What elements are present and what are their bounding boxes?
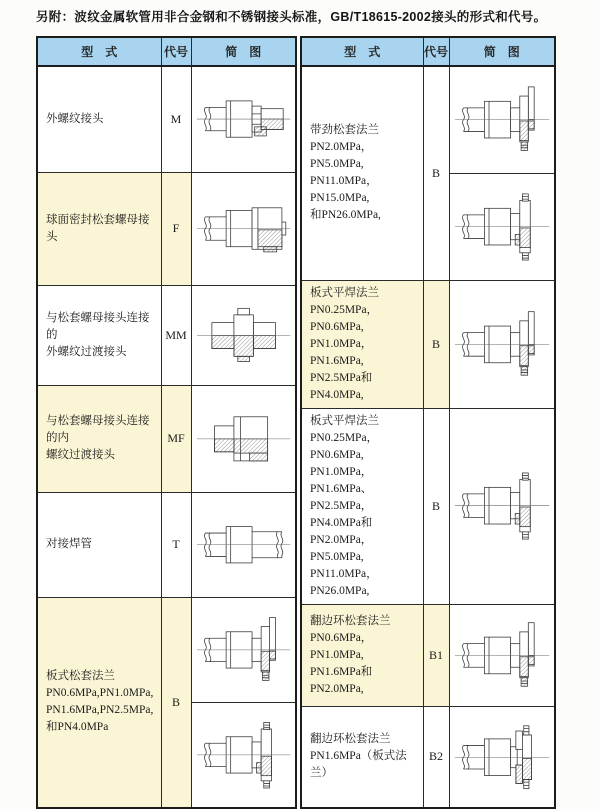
type-cell (301, 706, 423, 808)
diagram-cell (191, 285, 296, 385)
type-line: 翻边环松套法兰 (310, 614, 391, 627)
bolted-plate-flange-diagram (192, 702, 296, 807)
diagram-cell (449, 604, 555, 706)
table-row (37, 492, 296, 597)
loose-plate-flange-diagram (450, 605, 555, 706)
right-header-row (301, 37, 555, 66)
type-cell (301, 66, 423, 280)
diagram-cell (191, 492, 296, 597)
type-line: 外螺纹接头 (46, 112, 104, 125)
type-line: 与松套螺母接头连接的内 (46, 415, 150, 445)
table-row (37, 597, 296, 808)
code-cell: T (161, 492, 191, 597)
table-row (37, 285, 296, 385)
code-cell: B2 (423, 706, 449, 808)
type-line: 翻边环松套法兰 (310, 733, 391, 746)
type-line: 板式平焊法兰 (310, 414, 379, 427)
type-line: 和PN26.0MPa, (310, 209, 381, 222)
type-line: PN2.0MPa，PN5.0MPa, (310, 141, 373, 171)
table-row (301, 66, 555, 280)
table-row (37, 66, 296, 172)
flanged-ring-plate-flange-diagram (450, 707, 555, 808)
male-male-adapter-diagram (192, 286, 296, 385)
type-line: PN0.6MPa，PN1.0MPa, (310, 631, 373, 661)
loose-plate-flange-diagram (450, 281, 555, 408)
diagram-cell (449, 706, 555, 808)
loose-plate-flange-diagram (192, 598, 296, 702)
type-cell (301, 280, 423, 408)
butt-weld-pipe-diagram (192, 493, 296, 597)
type-line: PN1.6MPa,PN2.5MPa, (46, 704, 154, 717)
table-row (37, 385, 296, 492)
header-code: 代号 (161, 37, 191, 66)
diagram-cell (191, 597, 296, 808)
type-cell (37, 492, 161, 597)
table-row (301, 280, 555, 408)
fittings-table (36, 36, 556, 809)
swivel-nut-fitting-diagram (192, 173, 296, 285)
type-line: 板式松套法兰 (46, 670, 115, 683)
right-table (300, 36, 556, 809)
type-cell (37, 385, 161, 492)
type-line: PN2.0MPa，PN5.0MPa, (310, 533, 373, 563)
type-line: 带劲松套法兰 (310, 124, 379, 137)
table-row (301, 408, 555, 604)
loose-plate-flange-diagram (450, 67, 555, 173)
male-female-adapter-diagram (192, 386, 296, 492)
left-table-body (37, 66, 296, 808)
code-cell: B (423, 280, 449, 408)
left-header-row (37, 37, 296, 66)
type-line: PN1.6MPa和PN2.0MPa, (310, 665, 373, 695)
diagram-cell (191, 172, 296, 285)
header-type: 型 式 (301, 37, 423, 66)
left-table (36, 36, 297, 809)
type-line: 外螺纹过渡接头 (46, 345, 127, 358)
table-row (37, 172, 296, 285)
table-row (301, 706, 555, 808)
diagram-cell (449, 66, 555, 280)
header-diagram: 简 图 (191, 37, 296, 66)
type-line: 板式平焊法兰 (310, 286, 379, 299)
diagram-cell (191, 66, 296, 172)
header-diagram: 简 图 (449, 37, 555, 66)
code-cell: B (423, 408, 449, 604)
type-line: PN0.6MPa,PN1.0MPa, (46, 687, 154, 700)
page-title: 另附：波纹金属软管用非合金钢和不锈钢接头标准，GB/T18615-2002接头的形式和代号。 (36, 10, 547, 24)
code-cell: F (161, 172, 191, 285)
diagram-cell (449, 408, 555, 604)
header-code: 代号 (423, 37, 449, 66)
bolted-plate-flange-diagram (450, 409, 555, 604)
type-cell (301, 408, 423, 604)
type-cell (37, 66, 161, 172)
type-line: 球面密封松套螺母接头 (46, 213, 150, 243)
type-line: PN11.0MPa，PN26.0MPa, (310, 567, 378, 597)
table-row (301, 604, 555, 706)
type-line: 和PN4.0MPa (46, 721, 109, 734)
type-line: 螺纹过渡接头 (46, 449, 115, 462)
type-cell (301, 604, 423, 706)
type-cell (37, 597, 161, 808)
header-type: 型 式 (37, 37, 161, 66)
code-cell: B1 (423, 604, 449, 706)
bolted-plate-flange-diagram (450, 173, 555, 280)
type-line: PN0.25MPa，PN0.6MPa, (310, 431, 379, 461)
type-line: 与松套螺母接头连接的 (46, 311, 150, 341)
code-cell: B (161, 597, 191, 808)
type-line: PN1.0MPa，PN1.6MPa, (310, 337, 373, 367)
type-line: PN2.5MPa，PN4.0MPa和 (310, 499, 373, 529)
code-cell: B (423, 66, 449, 280)
type-line: PN0.25MPa，PN0.6MPa, (310, 303, 379, 333)
male-thread-fitting-diagram (192, 67, 296, 172)
code-cell: MF (161, 385, 191, 492)
diagram-cell (191, 385, 296, 492)
type-line: 对接焊管 (46, 538, 92, 551)
type-line: PN1.0MPa，PN1.6MPa、 (310, 465, 373, 495)
type-line: PN2.5MPa和PN4.0MPa, (310, 371, 373, 401)
code-cell: MM (161, 285, 191, 385)
type-line: PN1.6MPa（板式法兰） (310, 750, 407, 780)
code-cell: M (161, 66, 191, 172)
type-cell (37, 285, 161, 385)
type-line: PN11.0MPa，PN15.0MPa, (310, 175, 378, 205)
diagram-cell (449, 280, 555, 408)
type-cell (37, 172, 161, 285)
right-table-body (301, 66, 555, 808)
